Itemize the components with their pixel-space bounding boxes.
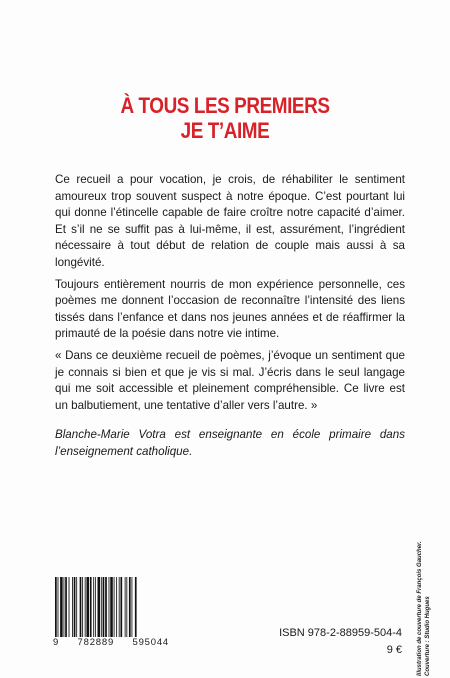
barcode-digits-right: 595044 bbox=[132, 637, 169, 648]
barcode-digits-left: 782889 bbox=[77, 637, 115, 648]
cover-credits bbox=[417, 541, 432, 676]
title-line-2: JE T’AIME bbox=[180, 118, 270, 143]
isbn: ISBN 978-2-88959-504-4 bbox=[279, 627, 402, 639]
author-bio: Blanche-Marie Votra est enseignante en école primaire dans l’enseignement catholique. bbox=[55, 428, 405, 458]
barcode bbox=[54, 577, 166, 637]
blurb-paragraph-1: Ce recueil a pour vocation, je crois, de réhabiliter le sentiment amoureux trop souvent suspect à notre époque. C’est pourtant lui qui donne l’étincelle capable de faire croître notre capacité d’aimer. Et s’il ne se suffit pas à lui-même, il est, assurément, l’ingrédient nécessaire à tout début de relation de couple mais aussi à sa longévité. bbox=[55, 173, 405, 269]
blurb-paragraph-3: « Dans ce deuxième recueil de poèmes, j’évoque un sentiment que je connais si bien et que je vis si mal. J’écris dans le seul langage qui me soit accessible et pleinement compréhensible. Ce livre est un balbutiement, une tentative d’aller vers l’autre. » bbox=[55, 348, 405, 412]
credit-cover: Couverture : Studio Hugues bbox=[424, 596, 431, 676]
title-line-1: À TOUS LES PREMIERS bbox=[120, 93, 330, 118]
barcode-digits bbox=[53, 637, 169, 648]
credit-illustration: Illustration de couverture de François Gaucher. bbox=[417, 541, 423, 676]
blurb bbox=[55, 172, 405, 466]
book-title bbox=[32, 93, 419, 143]
price: 9 € bbox=[386, 644, 402, 656]
blurb-paragraph-2: Toujours entièrement nourris de mon expérience personnelle, ces poèmes me donnent l’occasion de reconnaître l’intensité des liens tissés dans l’enfance et dans nos jeunes années et de réaffirmer la primauté de la poésie dans notre vie intime. bbox=[55, 277, 405, 341]
barcode-digit-first: 9 bbox=[53, 637, 60, 648]
